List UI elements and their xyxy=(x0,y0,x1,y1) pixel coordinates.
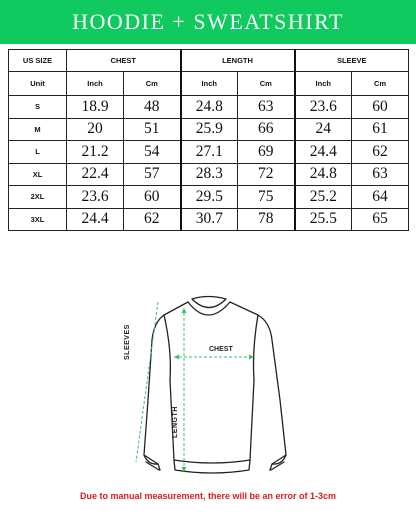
chest-label: CHEST xyxy=(209,346,233,353)
unit-header: Unit xyxy=(9,72,67,96)
group-header-sleeve: SLEEVE xyxy=(295,50,409,72)
title-banner xyxy=(0,0,416,44)
size-cell: M xyxy=(9,118,67,141)
size-cell: 2XL xyxy=(9,186,67,209)
value-cell: 54 xyxy=(124,141,181,164)
banner-title: HOODIE + SWEATSHIRT xyxy=(72,9,344,34)
value-cell: 75 xyxy=(238,186,295,209)
group-header-length: LENGTH xyxy=(181,50,295,72)
sleeves-label: SLEEVES xyxy=(124,324,131,360)
unit-cell: Inch xyxy=(181,72,238,96)
value-cell: 64 xyxy=(352,186,409,209)
value-cell: 22.4 xyxy=(67,163,124,186)
value-cell: 25.5 xyxy=(295,208,352,231)
length-label: LENGTH xyxy=(172,406,179,438)
value-cell: 62 xyxy=(352,141,409,164)
unit-cell: Inch xyxy=(295,72,352,96)
value-cell: 60 xyxy=(352,96,409,119)
unit-cell: Cm xyxy=(238,72,295,96)
value-cell: 18.9 xyxy=(67,96,124,119)
table-group-header-row xyxy=(9,50,409,72)
value-cell: 29.5 xyxy=(181,186,238,209)
unit-cell: Cm xyxy=(352,72,409,96)
unit-cell: Cm xyxy=(124,72,181,96)
size-cell: XL xyxy=(9,163,67,186)
value-cell: 24.4 xyxy=(67,208,124,231)
size-cell: S xyxy=(9,96,67,119)
value-cell: 30.7 xyxy=(181,208,238,231)
table-row xyxy=(9,163,409,186)
value-cell: 20 xyxy=(67,118,124,141)
size-header: US SIZE xyxy=(9,50,67,72)
value-cell: 24.4 xyxy=(295,141,352,164)
sweatshirt-outline-icon xyxy=(130,290,300,488)
value-cell: 25.9 xyxy=(181,118,238,141)
size-chart-table xyxy=(8,49,409,231)
value-cell: 24.8 xyxy=(181,96,238,119)
sweatshirt-diagram xyxy=(130,290,300,488)
value-cell: 57 xyxy=(124,163,181,186)
value-cell: 21.2 xyxy=(67,141,124,164)
value-cell: 27.1 xyxy=(181,141,238,164)
value-cell: 69 xyxy=(238,141,295,164)
value-cell: 23.6 xyxy=(67,186,124,209)
value-cell: 61 xyxy=(352,118,409,141)
value-cell: 51 xyxy=(124,118,181,141)
size-cell: L xyxy=(9,141,67,164)
value-cell: 66 xyxy=(238,118,295,141)
value-cell: 24.8 xyxy=(295,163,352,186)
value-cell: 25.2 xyxy=(295,186,352,209)
size-cell: 3XL xyxy=(9,208,67,231)
measurement-note: Due to manual measurement, there will be an error of 1-3cm xyxy=(79,491,337,501)
table-row xyxy=(9,141,409,164)
value-cell: 65 xyxy=(352,208,409,231)
value-cell: 72 xyxy=(238,163,295,186)
value-cell: 28.3 xyxy=(181,163,238,186)
table-unit-header-row xyxy=(9,72,409,96)
value-cell: 60 xyxy=(124,186,181,209)
table-row xyxy=(9,208,409,231)
value-cell: 63 xyxy=(352,163,409,186)
unit-cell: Inch xyxy=(67,72,124,96)
value-cell: 48 xyxy=(124,96,181,119)
value-cell: 78 xyxy=(238,208,295,231)
table-row xyxy=(9,186,409,209)
value-cell: 62 xyxy=(124,208,181,231)
table-row xyxy=(9,96,409,119)
group-header-chest: CHEST xyxy=(67,50,181,72)
value-cell: 63 xyxy=(238,96,295,119)
table-row xyxy=(9,118,409,141)
value-cell: 24 xyxy=(295,118,352,141)
value-cell: 23.6 xyxy=(295,96,352,119)
